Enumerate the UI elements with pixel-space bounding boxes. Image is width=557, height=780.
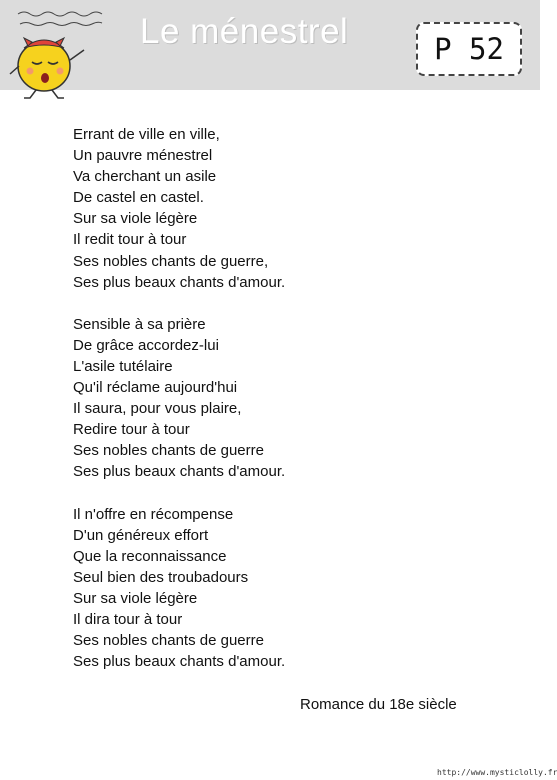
poem-line: Il dira tour à tour xyxy=(73,610,183,628)
page-number-label: P 52 xyxy=(434,32,504,66)
poem-line: Il n'offre en récompense xyxy=(73,505,234,523)
poem-line: Que la reconnaissance xyxy=(73,547,227,565)
poem-stanza xyxy=(73,504,285,673)
poem-line: L'asile tutélaire xyxy=(73,357,173,375)
poem-line: Ses plus beaux chants d'amour. xyxy=(73,653,286,671)
page-number-badge xyxy=(416,22,522,76)
poem-line: Sur sa viole légère xyxy=(73,210,198,228)
poem-source: Romance du 18e siècle xyxy=(300,696,457,713)
page-title: Le ménestrel xyxy=(140,12,349,51)
poem-line: Ses nobles chants de guerre, xyxy=(73,252,269,270)
poem-line: D'un généreux effort xyxy=(73,526,209,544)
poem-body xyxy=(73,124,285,672)
poem-line: Sur sa viole légère xyxy=(73,589,198,607)
poem-line: Qu'il réclame aujourd'hui xyxy=(73,379,238,397)
poem-line: Ses nobles chants de guerre xyxy=(73,632,264,650)
poem-line: Redire tour à tour xyxy=(73,421,190,439)
poem-line: Seul bien des troubadours xyxy=(73,568,249,586)
poem-line: Errant de ville en ville, xyxy=(73,126,220,143)
mascot-illustration xyxy=(4,2,134,102)
poem-line: De grâce accordez-lui xyxy=(73,336,219,354)
footer-url: http://www.mysticlolly.fr xyxy=(437,768,557,777)
poem-line: Ses plus beaux chants d'amour. xyxy=(73,273,286,291)
poem-line: Ses plus beaux chants d'amour. xyxy=(73,463,286,481)
poem-stanza xyxy=(73,314,285,483)
poem-line: De castel en castel. xyxy=(73,189,204,207)
poem-stanza xyxy=(73,124,285,293)
poem-line: Il saura, pour vous plaire, xyxy=(73,400,242,418)
poem-line: Sensible à sa prière xyxy=(73,315,206,333)
poem-line: Un pauvre ménestrel xyxy=(73,147,213,165)
poem-line: Ses nobles chants de guerre xyxy=(73,442,264,460)
poem-line: Il redit tour à tour xyxy=(73,231,187,249)
page-header xyxy=(0,0,540,90)
poem-line: Va cherchant un asile xyxy=(73,168,217,186)
